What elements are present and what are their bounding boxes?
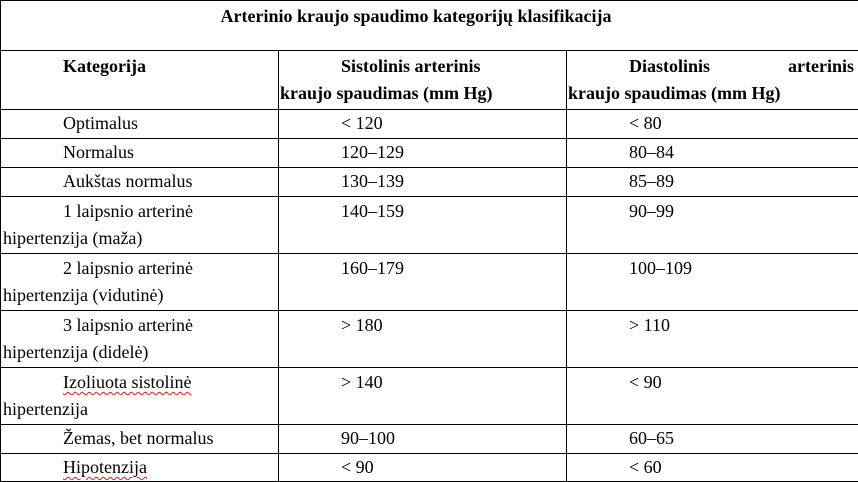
row-systolic: 130–139	[341, 171, 404, 191]
row-diastolic: 80–84	[629, 142, 674, 162]
row-systolic: > 140	[341, 372, 383, 392]
table-left-border	[0, 0, 1, 482]
column-border	[566, 50, 567, 482]
row-diastolic: < 60	[629, 457, 662, 477]
row-category-text: Izoliuota sistolinė	[63, 372, 192, 392]
row-category: 1 laipsnio arterinė	[63, 201, 193, 221]
header-systolic-line2	[280, 80, 493, 107]
header-systolic-line2-text: kraujo spaudimas (mm Hg)	[280, 83, 493, 103]
row-diastolic: < 80	[629, 113, 662, 133]
row-diastolic: 60–65	[629, 428, 674, 448]
row-category	[63, 369, 191, 396]
row-category: Aukštas normalus	[63, 171, 193, 191]
header-diastolic-line1-a: Diastolinis	[629, 56, 711, 76]
column-border	[278, 50, 279, 482]
header-systolic-line1: Sistolinis arterinis	[341, 56, 481, 76]
row-border	[0, 367, 858, 368]
row-systolic: > 180	[341, 315, 383, 335]
row-systolic: 140–159	[341, 201, 404, 221]
row-diastolic: 100–109	[629, 258, 692, 278]
row-border	[0, 253, 858, 254]
row-category: Optimalus	[63, 113, 138, 133]
row-systolic: < 90	[341, 457, 374, 477]
row-diastolic: > 110	[629, 315, 670, 335]
row-category-line2: hipertenzija	[3, 399, 88, 419]
row-category	[63, 454, 147, 481]
table-title-text: Arterinio kraujo spaudimo kategorijų klasifikacija	[220, 6, 612, 26]
table-title	[0, 3, 858, 30]
header-category: Kategorija	[63, 56, 146, 76]
row-border	[0, 196, 858, 197]
row-category: 2 laipsnio arterinė	[63, 258, 193, 278]
row-category-text: Hipotenzija	[63, 457, 147, 477]
row-category-line2: hipertenzija (didelė)	[3, 342, 149, 362]
row-diastolic: 85–89	[629, 171, 674, 191]
row-category-line2: hipertenzija (vidutinė)	[3, 285, 164, 305]
row-systolic: 160–179	[341, 258, 404, 278]
row-category: Žemas, bet normalus	[63, 428, 214, 448]
row-diastolic: 90–99	[629, 201, 674, 221]
row-border	[0, 310, 858, 311]
row-systolic: 120–129	[341, 142, 404, 162]
row-border	[0, 50, 858, 51]
row-category-line2: hipertenzija (maža)	[3, 228, 143, 248]
row-systolic: 90–100	[341, 428, 395, 448]
row-diastolic: < 90	[629, 372, 662, 392]
row-border	[0, 0, 858, 1]
header-diastolic-line1-b: arterinis	[788, 56, 854, 76]
row-category: Normalus	[63, 142, 134, 162]
row-category: 3 laipsnio arterinė	[63, 315, 193, 335]
header-diastolic-line2: kraujo spaudimas (mm Hg)	[568, 83, 781, 103]
row-systolic: < 120	[341, 113, 383, 133]
